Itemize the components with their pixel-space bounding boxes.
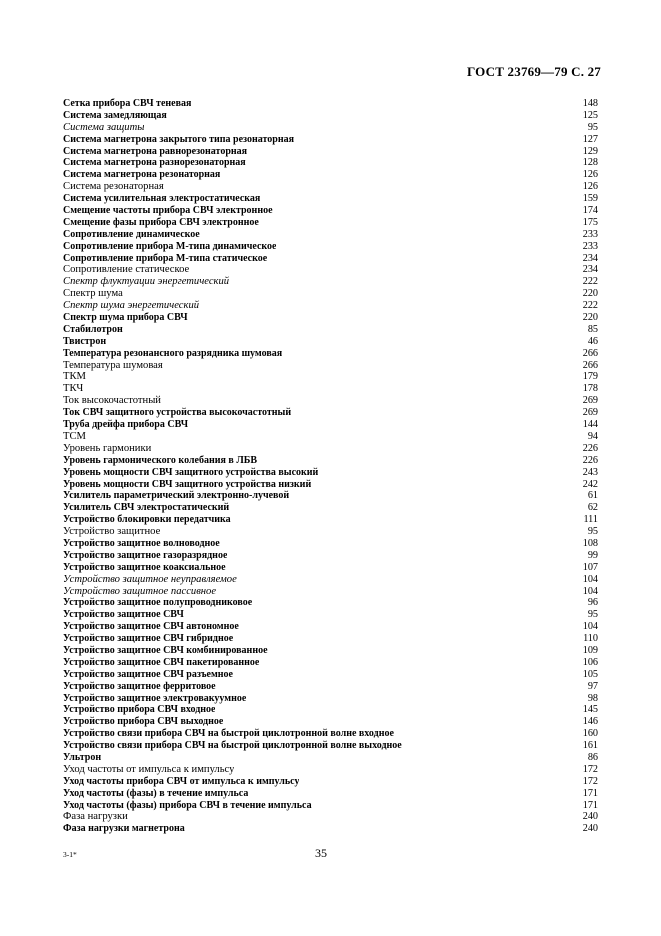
index-term: Устройство защитное электровакуумное [63,692,247,704]
index-page-ref: 171 [582,799,598,811]
index-entry [63,740,598,752]
index-term: Сопротивление прибора М-типа статическое [63,252,268,264]
index-term: Ток высокочастотный [63,395,161,407]
index-page-ref: 95 [587,526,598,538]
index-page-ref: 175 [582,216,598,228]
index-entry [63,669,598,681]
index-term: Система замедляющая [63,109,167,121]
index-page-ref: 125 [582,109,598,121]
index-entry [63,241,598,253]
index-entry [63,597,598,609]
index-entry [63,324,598,336]
index-term: Система магнетрона разнорезонаторная [63,157,246,169]
index-entry [63,716,598,728]
index-term: Сетка прибора СВЧ теневая [63,98,192,109]
index-entry [63,693,598,705]
index-term: Устройство защитное СВЧ разъемное [63,668,233,680]
index-entry [63,371,598,383]
index-page-ref: 222 [582,300,598,312]
index-entry [63,645,598,657]
index-page-ref: 222 [582,276,598,288]
index-page-ref: 109 [582,644,598,656]
index-page-ref: 126 [582,169,598,181]
index-entry [63,443,598,455]
index-entry [63,134,598,146]
index-term: Система магнетрона резонаторная [63,169,221,181]
index-term: Спектр флуктуации энергетический [63,276,230,288]
index-entry [63,633,598,645]
index-term: Устройство защитное полупроводниковое [63,597,253,609]
index-entry [63,811,598,823]
index-entry [63,169,598,181]
index-page-ref: 266 [582,359,598,371]
index-entry [63,157,598,169]
index-page-ref: 234 [582,252,598,264]
sheet-signature-mark: 3-1* [63,850,77,859]
index-term: Сопротивление прибора М-типа динамическое [63,240,277,252]
index-entry [63,550,598,562]
index-term: ТКЧ [63,383,84,395]
index-entry [63,514,598,526]
index-page-ref: 94 [587,430,598,442]
index-entry [63,704,598,716]
index-page-ref: 161 [582,740,598,752]
index-page-ref: 174 [582,205,598,217]
index-page-ref: 226 [582,454,598,466]
index-term: Уровень мощности СВЧ защитного устройства низкий [63,478,312,490]
index-entry [63,181,598,193]
index-term: Ток СВЧ защитного устройства высокочастотный [63,407,292,419]
index-page-ref: 172 [582,763,598,775]
index-entry [63,336,598,348]
index-term: Устройство защитное газоразрядное [63,549,228,561]
index-term: Температура шумовая [63,359,163,371]
index-entry [63,383,598,395]
index-page-ref: 105 [582,668,598,680]
index-term: Система защиты [63,121,145,133]
index-page-ref: 62 [587,502,598,514]
index-page-ref: 179 [582,371,598,383]
index-page-ref: 126 [582,181,598,193]
index-entry [63,288,598,300]
index-term: Устройство связи прибора СВЧ на быстрой циклотронной волне выходное [63,740,402,752]
index-term: Устройство защитное [63,526,161,538]
index-page-ref: 110 [583,633,598,645]
index-entry [63,205,598,217]
index-entry [63,264,598,276]
index-term: Система магнетрона закрытого типа резонаторная [63,133,294,145]
index-entry [63,455,598,467]
index-page-ref: 178 [582,383,598,395]
document-header: ГОСТ 23769—79 С. 27 [467,64,601,79]
index-page-ref: 97 [587,680,598,692]
index-page-ref: 104 [582,585,598,597]
index-term: Устройство защитное СВЧ гибридное [63,633,234,645]
index-page-ref: 242 [582,478,598,490]
index-page-ref: 129 [582,145,598,157]
index-entry [63,800,598,812]
index-term: Спектр шума прибора СВЧ [63,312,188,324]
index-term: Устройство защитное волноводное [63,537,220,549]
index-page-ref: 243 [582,466,598,478]
index-entry [63,348,598,360]
index-term: Устройство защитное СВЧ пакетированное [63,656,260,668]
index-page-ref: 46 [587,335,598,347]
index-term: Уровень гармоники [63,442,152,454]
index-page-ref: 86 [587,751,598,763]
index-term: Стабилотрон [63,323,123,335]
index-term: Сопротивление динамическое [63,228,200,240]
index-term: Устройство блокировки передатчика [63,514,231,526]
index-term: Система усилительная электростатическая [63,193,261,205]
index-page-ref: 220 [582,288,598,300]
index-entry [63,193,598,205]
index-term: Усилитель СВЧ электростатический [63,502,230,514]
index-page-ref: 234 [582,264,598,276]
index-page-ref: 95 [587,121,598,133]
term-index-list [63,98,598,835]
index-entry [63,98,598,110]
index-page-ref: 145 [582,704,598,716]
index-term: Уход частоты (фазы) в течение импульса [63,787,249,799]
index-term: Фаза нагрузки магнетрона [63,823,185,835]
index-term: Устройство защитное СВЧ [63,609,184,621]
index-term: Устройство прибора СВЧ входное [63,704,216,716]
index-page-ref: 96 [587,597,598,609]
index-entry [63,490,598,502]
index-entry [63,229,598,241]
index-term: Уход частоты от импульса к импульсу [63,763,235,775]
index-page-ref: 95 [587,609,598,621]
index-page-ref: 128 [582,157,598,169]
index-entry [63,407,598,419]
index-term: Спектр шума энергетический [63,300,200,312]
index-term: Ультрон [63,751,102,763]
index-entry [63,728,598,740]
index-entry [63,562,598,574]
index-term: Смещение фазы прибора СВЧ электронное [63,216,259,228]
index-page-ref: 108 [582,537,598,549]
index-page-ref: 85 [587,323,598,335]
index-term: Смещение частоты прибора СВЧ электронное [63,205,273,217]
index-term: Уровень гармонического колебания в ЛБВ [63,454,258,466]
index-page-ref: 159 [582,193,598,205]
index-term: Устройство защитное пассивное [63,585,217,597]
index-entry [63,823,598,835]
index-term: ТКМ [63,371,86,383]
index-entry [63,538,598,550]
index-term: Система резонаторная [63,181,164,193]
index-page-ref: 148 [582,98,598,109]
index-entry [63,788,598,800]
index-entry [63,776,598,788]
index-entry [63,574,598,586]
index-page-ref: 220 [582,312,598,324]
index-term: Усилитель параметрический электронно-лучевой [63,490,290,502]
index-entry [63,360,598,372]
index-page-ref: 146 [582,716,598,728]
index-page-ref: 233 [582,228,598,240]
index-page-ref: 269 [582,395,598,407]
index-page-ref: 61 [587,490,598,502]
index-page-ref: 240 [582,811,598,823]
index-entry [63,217,598,229]
index-page-ref: 107 [582,561,598,573]
index-entry [63,312,598,324]
index-entry [63,431,598,443]
index-term: Фаза нагрузки [63,811,128,823]
index-entry [63,681,598,693]
index-page-ref: 111 [583,514,598,526]
index-page-ref: 104 [582,573,598,585]
index-term: Уровень мощности СВЧ защитного устройства высокий [63,466,319,478]
index-page-ref: 269 [582,407,598,419]
index-entry [63,609,598,621]
index-page-ref: 172 [582,775,598,787]
index-term: Устройство защитное неуправляемое [63,573,237,585]
index-term: Система магнетрона равнорезонаторная [63,145,248,157]
index-entry [63,419,598,431]
index-term: Температура резонансного разрядника шумовая [63,347,283,359]
index-entry [63,479,598,491]
index-term: Устройство защитное коаксиальное [63,561,226,573]
index-entry [63,467,598,479]
index-page-ref: 171 [582,787,598,799]
index-term: Устройство связи прибора СВЧ на быстрой циклотронной волне входное [63,728,394,740]
index-page-ref: 106 [582,656,598,668]
index-entry [63,657,598,669]
index-page-ref: 240 [582,823,598,835]
index-term: Уход частоты прибора СВЧ от импульса к импульсу [63,775,300,787]
index-page-ref: 99 [587,549,598,561]
index-entry [63,526,598,538]
index-term: Сопротивление статическое [63,264,190,276]
index-term: Уход частоты (фазы) прибора СВЧ в течение импульса [63,799,312,811]
index-entry [63,621,598,633]
index-entry [63,586,598,598]
index-entry [63,146,598,158]
index-term: Устройство защитное СВЧ комбинированное [63,644,268,656]
index-entry [63,253,598,265]
index-entry [63,502,598,514]
index-term: Труба дрейфа прибора СВЧ [63,419,189,431]
index-page-ref: 160 [582,728,598,740]
index-entry [63,300,598,312]
index-page-ref: 104 [582,621,598,633]
index-entry [63,395,598,407]
index-page-ref: 98 [587,692,598,704]
index-page-ref: 127 [582,133,598,145]
index-entry [63,752,598,764]
index-term: Устройство защитное ферритовое [63,680,216,692]
index-entry [63,764,598,776]
index-entry [63,122,598,134]
page-number: 35 [315,846,327,860]
index-page-ref: 226 [582,442,598,454]
index-term: ТСМ [63,430,86,442]
index-entry [63,110,598,122]
index-page-ref: 233 [582,240,598,252]
index-entry [63,276,598,288]
index-term: Устройство прибора СВЧ выходное [63,716,224,728]
index-term: Спектр шума [63,288,123,300]
index-page-ref: 144 [582,419,598,431]
index-page-ref: 266 [582,347,598,359]
index-term: Устройство защитное СВЧ автономное [63,621,239,633]
index-term: Твистрон [63,335,107,347]
